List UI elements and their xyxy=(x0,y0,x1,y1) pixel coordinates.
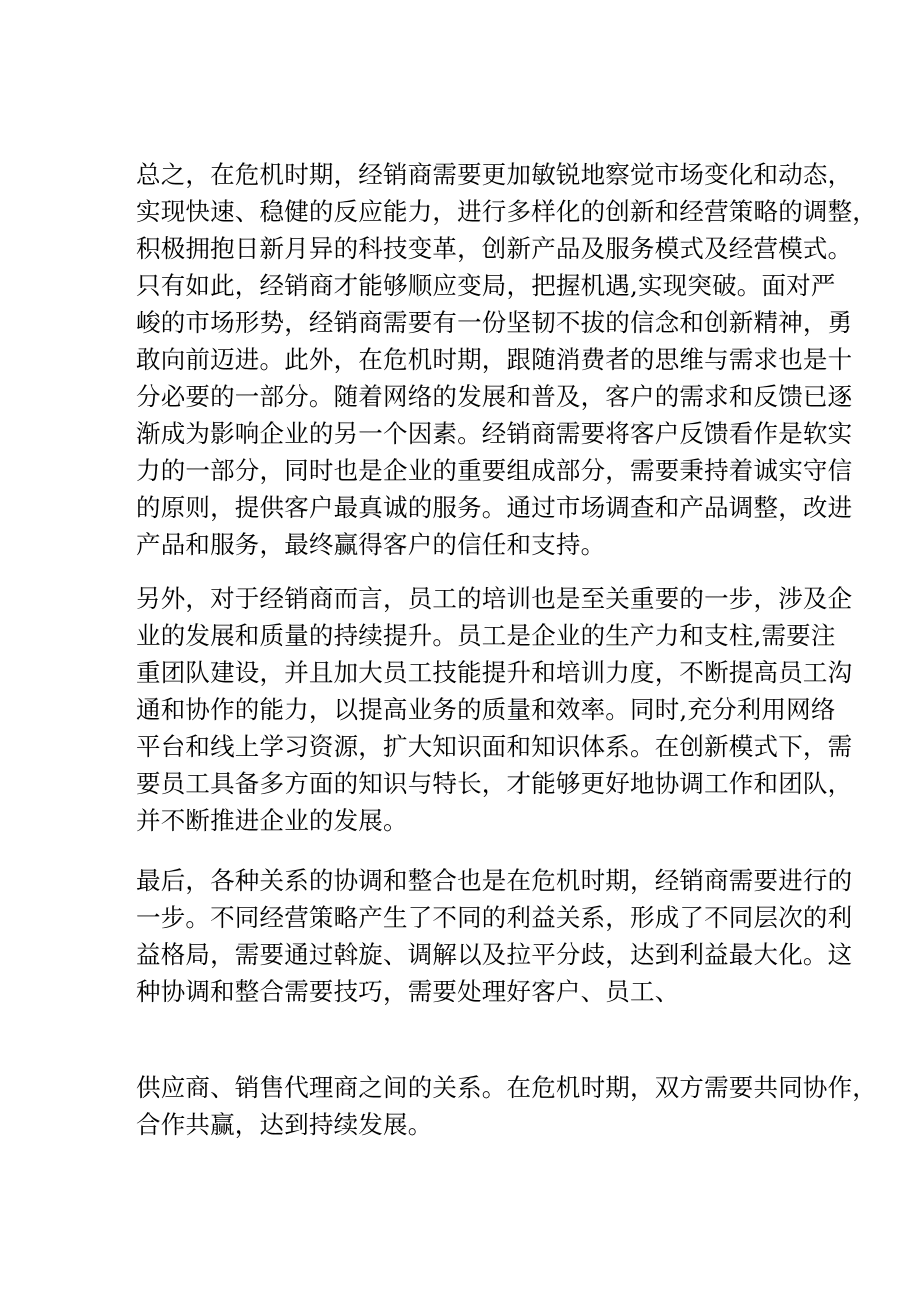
text-line: 重团队建设，并且加大员工技能提升和培训力度，不断提高员工沟 xyxy=(136,658,853,687)
text-line: 峻的市场形势，经销商需要有一份坚韧不拔的信念和创新精神，勇 xyxy=(136,308,853,337)
text-line: 并不断推进企业的发展。 xyxy=(136,806,408,835)
text-line: 合作共赢，达到持续发展。 xyxy=(136,1110,433,1139)
text-line: 力的一部分，同时也是企业的重要组成部分，需要秉持着诚实守信 xyxy=(136,456,853,485)
text-line: 种协调和整合需要技巧，需要处理好客户、员工、 xyxy=(136,977,680,1006)
text-line: 积极拥抱日新月异的科技变革，创新产品及服务模式及经营模式。 xyxy=(136,234,853,263)
text-line: 要员工具备多方面的知识与特长，才能够更好地协调工作和团队， xyxy=(136,769,853,798)
text-line: 产品和服务，最终赢得客户的信任和支持。 xyxy=(136,530,606,559)
text-line: 只有如此，经销商才能够顺应变局，把握机遇,实现突破。面对严 xyxy=(136,271,836,300)
text-line: 渐成为影响企业的另一个因素。经销商需要将客户反馈看作是软实 xyxy=(136,419,853,448)
text-line: 业的发展和质量的持续提升。员工是企业的生产力和支柱,需要注 xyxy=(136,621,836,650)
text-line: 总之，在危机时期，经销商需要更加敏锐地察觉市场变化和动态， xyxy=(136,160,853,189)
paragraph-1 xyxy=(136,156,877,563)
text-line: 供应商、销售代理商之间的关系。在危机时期，双方需要共同协作， xyxy=(136,1073,877,1102)
text-line: 敢向前迈进。此外，在危机时期，跟随消费者的思维与需求也是十 xyxy=(136,345,853,374)
paragraph-3 xyxy=(136,862,853,1010)
text-line: 一步。不同经营策略产生了不同的利益关系，形成了不同层次的利 xyxy=(136,903,853,932)
text-line: 的原则，提供客户最真诚的服务。通过市场调查和产品调整，改进 xyxy=(136,493,853,522)
text-line: 最后，各种关系的协调和整合也是在危机时期，经销商需要进行的 xyxy=(136,866,853,895)
text-line: 通和协作的能力，以提高业务的质量和效率。同时,充分利用网络 xyxy=(136,695,836,724)
text-line: 实现快速、稳健的反应能力，进行多样化的创新和经营策略的调整， xyxy=(136,197,877,226)
paragraph-2 xyxy=(136,580,853,839)
text-line: 另外，对于经销商而言，员工的培训也是至关重要的一步，涉及企 xyxy=(136,584,853,613)
text-line: 平台和线上学习资源，扩大知识面和知识体系。在创新模式下，需 xyxy=(136,732,853,761)
text-line: 益格局，需要通过斡旋、调解以及拉平分歧，达到利益最大化。这 xyxy=(136,940,853,969)
paragraph-4 xyxy=(136,1069,877,1143)
text-line: 分必要的一部分。随着网络的发展和普及，客户的需求和反馈已逐 xyxy=(136,382,853,411)
